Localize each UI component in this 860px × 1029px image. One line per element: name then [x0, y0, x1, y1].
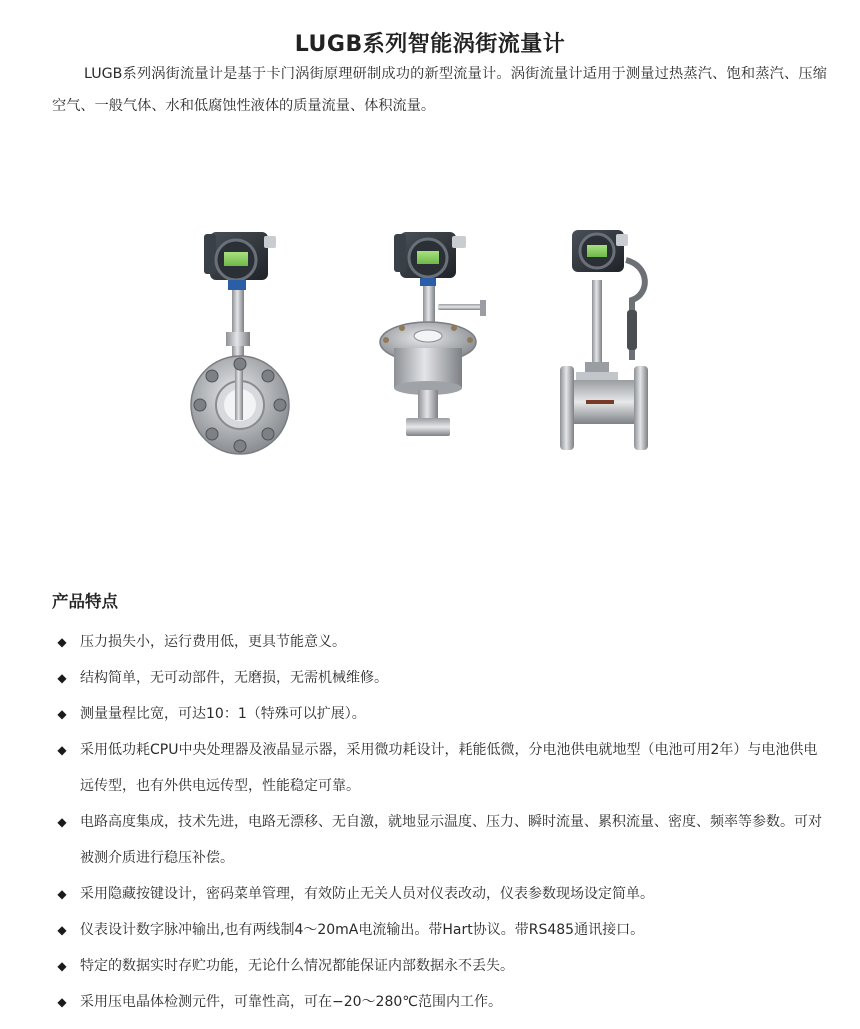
feature-text: 仪表设计数字脉冲输出,也有两线制4～20mA电流输出。带Hart协议。带RS485通讯接口。	[80, 922, 645, 938]
diamond-bullet-icon: ◆	[57, 887, 67, 901]
list-item	[52, 696, 822, 732]
list-item	[52, 984, 822, 1020]
meter-insertion-type	[380, 232, 486, 436]
diamond-bullet-icon: ◆	[57, 707, 67, 721]
feature-text: 采用低功耗CPU中央处理器及液晶显示器，采用微功耗设计，耗能低微，分电池供电就地型（电池可用2年）与电池供电远传型，也有外供电远传型，性能稳定可靠。	[80, 742, 818, 794]
feature-text: 结构简单，无可动部件，无磨损，无需机械维修。	[80, 670, 388, 686]
diamond-bullet-icon: ◆	[57, 671, 67, 685]
list-item	[52, 804, 822, 876]
feature-text: 压力损失小，运行费用低，更具节能意义。	[80, 634, 346, 650]
feature-text: 测量量程比宽，可达10：1（特殊可以扩展）。	[80, 706, 366, 722]
intro-paragraph: LUGB系列涡街流量计是基于卡门涡街原理研制成功的新型流量计。涡街流量计适用于测量过热蒸汽、饱和蒸汽、压缩空气、一般气体、水和低腐蚀性液体的质量流量、体积流量。	[52, 66, 827, 114]
diamond-bullet-icon: ◆	[57, 923, 67, 937]
feature-text: 电路高度集成，技术先进，电路无漂移、无自激，就地显示温度、压力、瞬时流量、累积流量、密度、频率等参数。可对被测介质进行稳压补偿。	[80, 814, 822, 866]
feature-text: 采用隐藏按键设计，密码菜单管理，有效防止无关人员对仪表改动，仪表参数现场设定简单。	[80, 886, 654, 902]
list-item	[52, 948, 822, 984]
diamond-bullet-icon: ◆	[57, 635, 67, 649]
list-item	[52, 876, 822, 912]
list-item	[52, 912, 822, 948]
features-list	[52, 624, 822, 1020]
diamond-bullet-icon: ◆	[57, 995, 67, 1009]
product-photos	[180, 220, 680, 465]
features-heading: 产品特点	[52, 592, 118, 611]
feature-text: 采用压电晶体检测元件，可靠性高，可在−20～280℃范围内工作。	[80, 994, 502, 1010]
list-item	[52, 624, 822, 660]
diamond-bullet-icon: ◆	[57, 743, 67, 757]
feature-text: 特定的数据实时存贮功能，无论什么情况都能保证内部数据永不丢失。	[80, 958, 514, 974]
diamond-bullet-icon: ◆	[57, 815, 67, 829]
list-item	[52, 660, 822, 696]
page-title: LUGB系列智能涡街流量计	[294, 31, 566, 57]
diamond-bullet-icon: ◆	[57, 959, 67, 973]
meter-flanged-type	[560, 230, 648, 450]
meter-wafer-type	[191, 232, 289, 454]
list-item	[52, 732, 822, 804]
